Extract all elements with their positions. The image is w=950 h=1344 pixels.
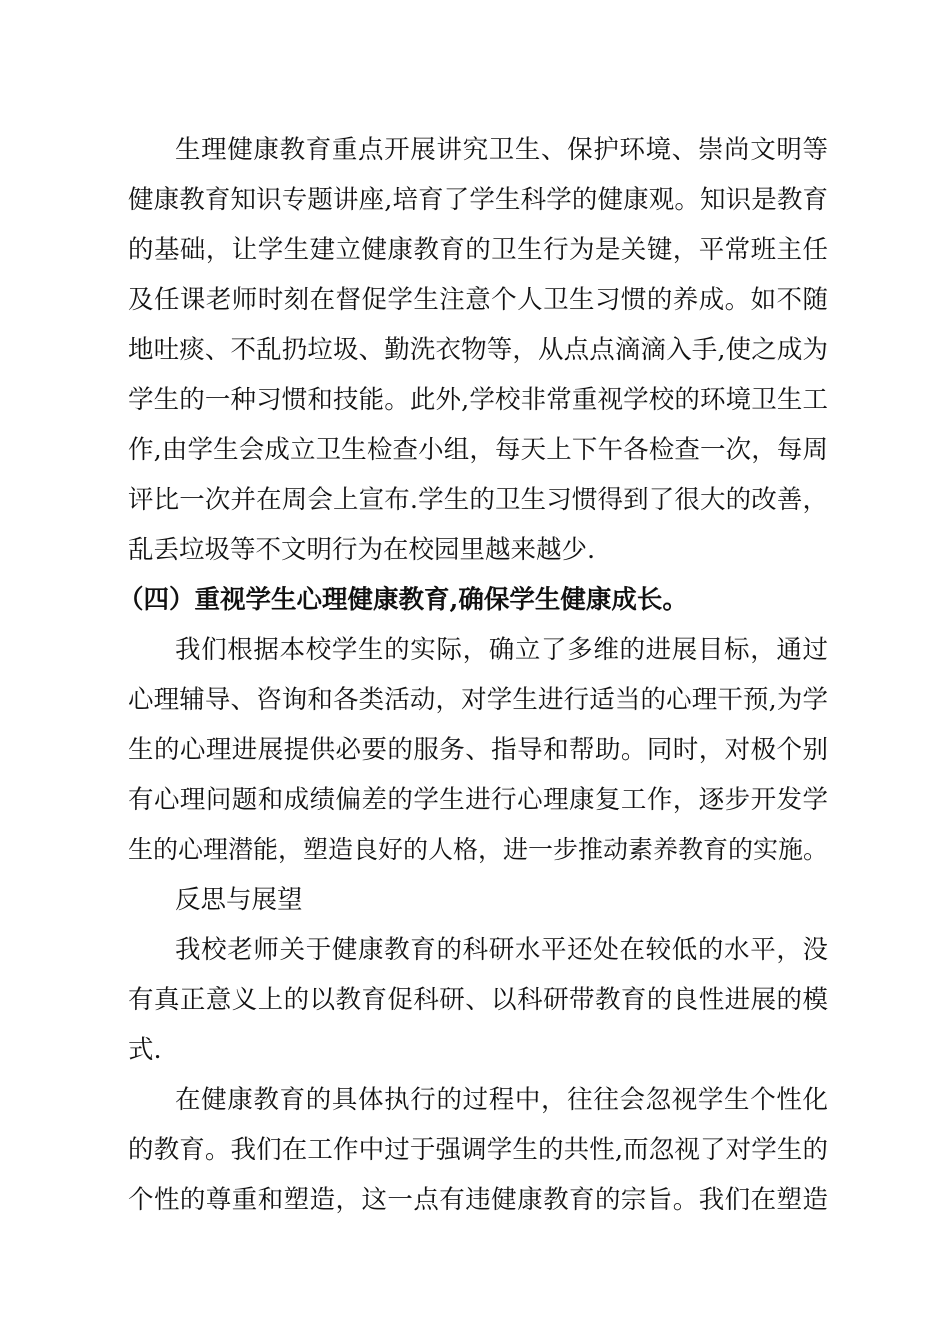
paragraph-line: 有真正意义上的以教育促科研、以科研带教育的良性进展的模 — [128, 985, 828, 1015]
paragraph-line: 作,由学生会成立卫生检查小组，每天上下午各检查一次，每周 — [128, 435, 828, 465]
paragraph-line: 有心理问题和成绩偏差的学生进行心理康复工作，逐步开发学 — [128, 785, 828, 815]
paragraph-line: 学生的一种习惯和技能。此外,学校非常重视学校的环境卫生工 — [128, 385, 828, 415]
paragraph-line: 乱丢垃圾等不文明行为在校园里越来越少. — [128, 535, 596, 565]
paragraph-line: 评比一次并在周会上宣布.学生的卫生习惯得到了很大的改善， — [128, 485, 828, 515]
paragraph-line: 我校老师关于健康教育的科研水平还处在较低的水平，没 — [175, 935, 828, 965]
paragraph-line: 及任课老师时刻在督促学生注意个人卫生习惯的养成。如不随 — [128, 285, 828, 315]
paragraph-line: 心理辅导、咨询和各类活动，对学生进行适当的心理干预,为学 — [128, 685, 828, 715]
paragraph-line: 在健康教育的具体执行的过程中，往往会忽视学生个性化 — [175, 1085, 828, 1115]
paragraph-line: 个性的尊重和塑造，这一点有违健康教育的宗旨。我们在塑造 — [128, 1185, 828, 1215]
paragraph-line: 我们根据本校学生的实际，确立了多维的进展目标，通过 — [175, 635, 828, 665]
paragraph-line: 的教育。我们在工作中过于强调学生的共性,而忽视了对学生的 — [128, 1135, 828, 1165]
subsection-title: 反思与展望 — [175, 885, 303, 915]
paragraph-line: 式. — [128, 1035, 162, 1065]
paragraph-line: 生的心理进展提供必要的服务、指导和帮助。同时，对极个别 — [128, 735, 828, 765]
section-heading: （四）重视学生心理健康教育,确保学生健康成长。 — [118, 585, 688, 615]
paragraph-line: 地吐痰、不乱扔垃圾、勤洗衣物等，从点点滴滴入手,使之成为 — [128, 335, 828, 365]
paragraph-line: 的基础，让学生建立健康教育的卫生行为是关键，平常班主任 — [128, 235, 828, 265]
paragraph-line: 生的心理潜能，塑造良好的人格，进一步推动素养教育的实施。 — [128, 835, 829, 864]
paragraph-line: 健康教育知识专题讲座,培育了学生科学的健康观。知识是教育 — [128, 185, 828, 215]
paragraph-line: 生理健康教育重点开展讲究卫生、保护环境、崇尚文明等 — [175, 135, 828, 165]
